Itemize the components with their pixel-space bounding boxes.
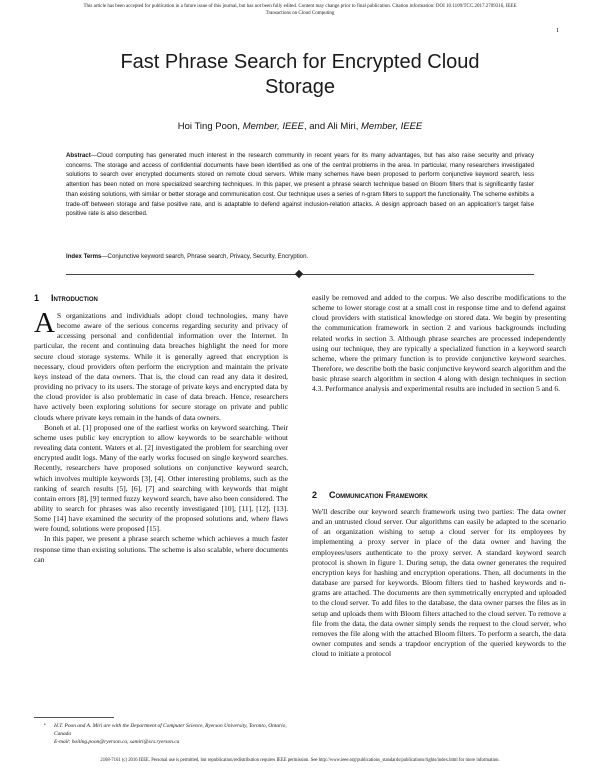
left-column bbox=[34, 307, 288, 565]
publication-notice bbox=[30, 3, 570, 17]
title-line-1: Fast Phrase Search for Encrypted Cloud bbox=[120, 51, 480, 73]
page-number: 1 bbox=[556, 27, 560, 34]
index-terms bbox=[66, 252, 534, 262]
section-1-title: Introduction bbox=[51, 293, 98, 303]
framework-paragraph-1: We'll describe our keyword search framework using two parties: The data owner and an untrusted cloud server. Our algorithms can easily be adapted to the scenario of an organization wishing to setup a cloud server for its employees by implementing a proxy server in place of the data owner and having the employees/users authenticate to the proxy server. A standard keyword search protocol is shown in figure 1. During setup, the data owner generates the required encryption keys for hashing and encryption operations. Then, all documents in the database are parsed for keywords. Bloom filters tied to hashed keywords and n-grams are attached. The documents are then symmetrically encrypted and uploaded to the cloud server. To add files to the database, the data owner parses the files as in setup and uploads them with Bloom filters attached to the cloud server. To remove a file from the data, the data owner simply sends the request to the cloud server, who removes the file along with the attached Bloom filters. To perform a search, the data owner computes and sends a trapdoor encryption of the queried keywords to the cloud to initiate a protocol bbox=[312, 507, 566, 659]
intro-paragraph-1 bbox=[34, 307, 288, 423]
footnote-bullet: • bbox=[44, 723, 46, 728]
footnote-email: E-mail: hoiting.poon@ryerson.ca, samiri@scs.ryerson.ca bbox=[54, 739, 180, 745]
abstract-text: —Cloud computing has generated much interest in the research community in recent years for its many advantages, but has also raise security and privacy concerns. The storage and access of confidential documents have been identified as one of the central problems in the area. In particular, many researchers investigated solutions to search over encrypted documents stored on remote cloud servers. While many schemes have been proposed to perform conjunctive keyword search, less attention has been noted on more specialized searching techniques. In this paper, we present a phrase search technique based on Bloom filters that is significantly faster than existing solutions, with similar or better storage and communication cost. Our technique uses a series of n-gram filters to support the functionality. The scheme exhibits a trade-off between storage and false positive rate, and is adaptable to defend against inclusion-relation attacks. A design approach based on an application's target false positive rate is also described. bbox=[66, 152, 534, 218]
right-column-section-2 bbox=[312, 507, 566, 659]
abstract-label: Abstract bbox=[66, 152, 91, 159]
author-text-b: , and Ali Miri, bbox=[303, 121, 361, 132]
right-column bbox=[312, 293, 566, 395]
abstract bbox=[66, 151, 534, 219]
intro-paragraph-1-text: S organizations and individuals adopt cloud technologies, many have become aware of the serious concerns regarding security and privacy of accessing personal and confidential information over the Internet. In particular, the recent and continuing data breaches highlight the need for more secure cloud storage systems. While it is generally agreed that encryption is necessary, cloud providers often perform the encryption and maintain the private keys instead of the data owners. That is, the cloud can read any data it desired, providing no privacy to its users. The storage of private keys and encrypted data by the cloud provider is also problematic in case of data breach. Hence, researchers have actively been exploring solutions for secure storage on private and public clouds where private keys remain in the hands of data owners. bbox=[34, 311, 288, 422]
notice-line-2: Transactions on Cloud Computing bbox=[265, 11, 335, 16]
section-1-heading bbox=[34, 293, 98, 303]
author-membership-2: Member, IEEE bbox=[361, 121, 423, 132]
author-membership-1: Member, IEEE bbox=[242, 121, 304, 132]
author-line bbox=[40, 121, 560, 132]
intro-paragraph-4: easily be removed and added to the corpus. We also describe modifications to the scheme to lower storage cost at a small cost in response time and to defend against cloud providers with statistical knowledge on stored data. We begin by presenting the communication framework in section 2 and various backgrounds including related works in section 3. Although phrase searches are processed independently using our technique, they are typically a specialized function in a keyword search scheme, where the primary function is to provide conjunctive keyword searches. Therefore, we describe both the basic conjunctive keyword search algorithm and the basic phrase search algorithm in section 4 along with design techniques in section 4.3. Performance analysis and experimental results are included in section 5 and 6. bbox=[312, 293, 566, 394]
section-2-number: 2 bbox=[312, 490, 318, 500]
index-terms-text: —Conjunctive keyword search, Phrase search, Privacy, Security, Encryption. bbox=[101, 253, 309, 260]
section-1-number: 1 bbox=[34, 293, 40, 303]
drop-cap: A bbox=[34, 307, 55, 339]
paper-title bbox=[40, 50, 560, 100]
intro-paragraph-2: Boneh et al. [1] proposed one of the earliest works on keyword searching. Their scheme uses public key encryption to allow keywords to be searchable without revealing data content. Waters et al. [2] investigated the problem for searching over encrypted audit logs. Many of the early works focused on single keyword searches. Recently, researchers have proposed solutions on conjunctive keyword search, which involves multiple keywords [3], [4]. Other interesting problems, such as the ranking of search results [5], [6], [7] and searching with keywords that might contain errors [8], [9] termed fuzzy keyword search, have also been considered. The ability to search for phrases was also recently investigated [10], [11], [12], [13]. Some [14] have examined the security of the proposed solutions and, where flaws were found, solutions were proposed [15]. bbox=[34, 422, 288, 534]
footnote-affiliation: H.T. Poon and A. Miri are with the Department of Computer Science, Ryerson University, Toronto, Ontario, Canada bbox=[54, 723, 287, 737]
copyright-notice: 2168-7161 (c) 2016 IEEE. Personal use is permitted, but republication/redistribution requires IEEE permission. See http://www.ieee.org/publications_standards/publications/rights/index.html for more information. bbox=[100, 758, 500, 763]
intro-paragraph-3: In this paper, we present a phrase search scheme which achieves a much faster response time than existing solutions. The scheme is also scalable, where documents can bbox=[34, 534, 288, 564]
separator-rule-right bbox=[302, 274, 534, 275]
author-text-a: Hoi Ting Poon, bbox=[177, 121, 243, 132]
footnote-rule bbox=[34, 717, 114, 718]
notice-line-1: This article has been accepted for publication in a future issue of this journal, but has not been fully edited. Content may change prior to final publication. Citation information: DOI 10.1109/TCC.2017.2709316, IEEE bbox=[83, 4, 517, 9]
section-2-title: Communication Framework bbox=[329, 490, 428, 500]
author-footnote bbox=[54, 722, 290, 746]
separator-rule-left bbox=[66, 274, 298, 275]
index-terms-label: Index Terms bbox=[66, 253, 102, 260]
title-line-2: Storage bbox=[264, 76, 336, 98]
section-2-heading bbox=[312, 490, 428, 500]
